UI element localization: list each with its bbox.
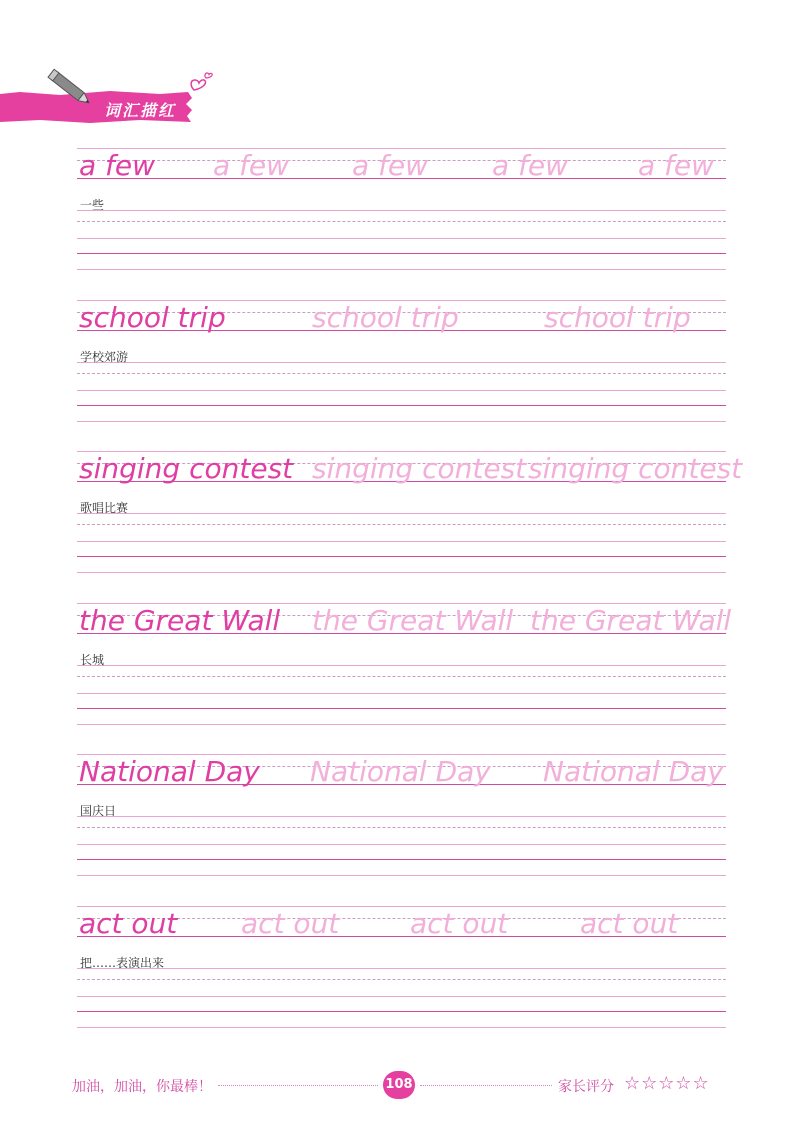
writing-guide-line <box>77 708 726 709</box>
footer-dotted-rule-left <box>218 1085 378 1086</box>
encouragement-text: 加油，加油，你最棒！ <box>72 1079 212 1095</box>
writing-guide-line <box>77 724 726 725</box>
practice-block <box>77 603 732 723</box>
writing-guide-line <box>77 665 726 666</box>
practice-block <box>77 906 726 1026</box>
writing-guide-line <box>77 556 726 557</box>
tracing-word[interactable]: a few <box>638 149 715 182</box>
parent-rating-label: 家长评分 <box>558 1079 614 1095</box>
tracing-word[interactable]: a few <box>213 149 290 182</box>
practice-block <box>77 300 726 420</box>
writing-guide-line <box>77 827 726 828</box>
writing-guide-line <box>77 676 726 677</box>
tracing-word[interactable]: act out <box>410 906 509 940</box>
tracing-word[interactable]: National Day <box>543 755 724 788</box>
writing-guide-line <box>77 693 726 694</box>
tracing-word[interactable]: a few <box>492 149 569 182</box>
writing-guide-line <box>77 390 726 391</box>
word-meaning: 国庆日 <box>80 804 117 818</box>
word-meaning: 学校郊游 <box>80 349 129 364</box>
writing-guide-line <box>77 859 726 860</box>
writing-guide-line <box>77 253 726 254</box>
writing-guide-line <box>77 524 726 525</box>
tracing-word[interactable]: the Great Wall <box>530 603 732 637</box>
section-title: 词汇描红 <box>104 101 177 120</box>
word-meaning: 把……表演出来 <box>80 955 165 970</box>
writing-guide-line <box>77 269 726 270</box>
tracing-word[interactable]: the Great Wall <box>312 603 514 637</box>
vocabulary-word: school trip <box>79 300 226 334</box>
writing-guide-line <box>77 968 726 969</box>
writing-guide-line <box>77 816 726 817</box>
writing-guide-line <box>77 513 726 514</box>
writing-guide-line <box>77 373 726 374</box>
rating-stars[interactable]: ☆☆☆☆☆ <box>624 1073 710 1094</box>
footer-dotted-rule-right <box>420 1085 552 1086</box>
writing-guide-line <box>77 1011 726 1012</box>
tracing-word[interactable]: a few <box>352 149 429 182</box>
word-meaning: 一些 <box>80 198 105 212</box>
writing-guide-line <box>77 996 726 997</box>
heart-doodle-icon <box>188 70 218 96</box>
tracing-word[interactable]: school trip <box>544 300 691 334</box>
writing-guide-line <box>77 221 726 222</box>
writing-guide-line <box>77 362 726 363</box>
writing-guide-line <box>77 405 726 406</box>
writing-guide-line <box>77 572 726 573</box>
vocabulary-word: National Day <box>79 755 260 788</box>
tracing-word[interactable]: school trip <box>312 300 459 334</box>
writing-guide-line <box>77 421 726 422</box>
practice-block <box>77 754 726 874</box>
vocabulary-word: a few <box>79 149 156 182</box>
writing-guide-line <box>77 875 726 876</box>
practice-block <box>77 451 743 571</box>
vocabulary-word: act out <box>79 906 178 940</box>
tracing-word[interactable]: act out <box>580 906 679 940</box>
vocabulary-word: the Great Wall <box>79 603 281 637</box>
writing-guide-line <box>77 979 726 980</box>
writing-guide-line <box>77 844 726 845</box>
word-meaning: 长城 <box>80 652 105 667</box>
writing-guide-line <box>77 238 726 239</box>
practice-block <box>77 148 726 268</box>
page-number-badge: 108 <box>383 1071 415 1099</box>
word-meaning: 歌唱比赛 <box>80 501 129 515</box>
tracing-word[interactable]: National Day <box>310 755 491 788</box>
writing-guide-line <box>77 210 726 211</box>
tracing-word[interactable]: singing contest <box>312 452 527 485</box>
pencil-icon <box>44 68 96 108</box>
tracing-word[interactable]: singing contest <box>528 452 743 485</box>
writing-guide-line <box>77 541 726 542</box>
tracing-word[interactable]: act out <box>241 906 340 940</box>
writing-guide-line <box>77 1027 726 1028</box>
vocabulary-word: singing contest <box>79 452 294 485</box>
